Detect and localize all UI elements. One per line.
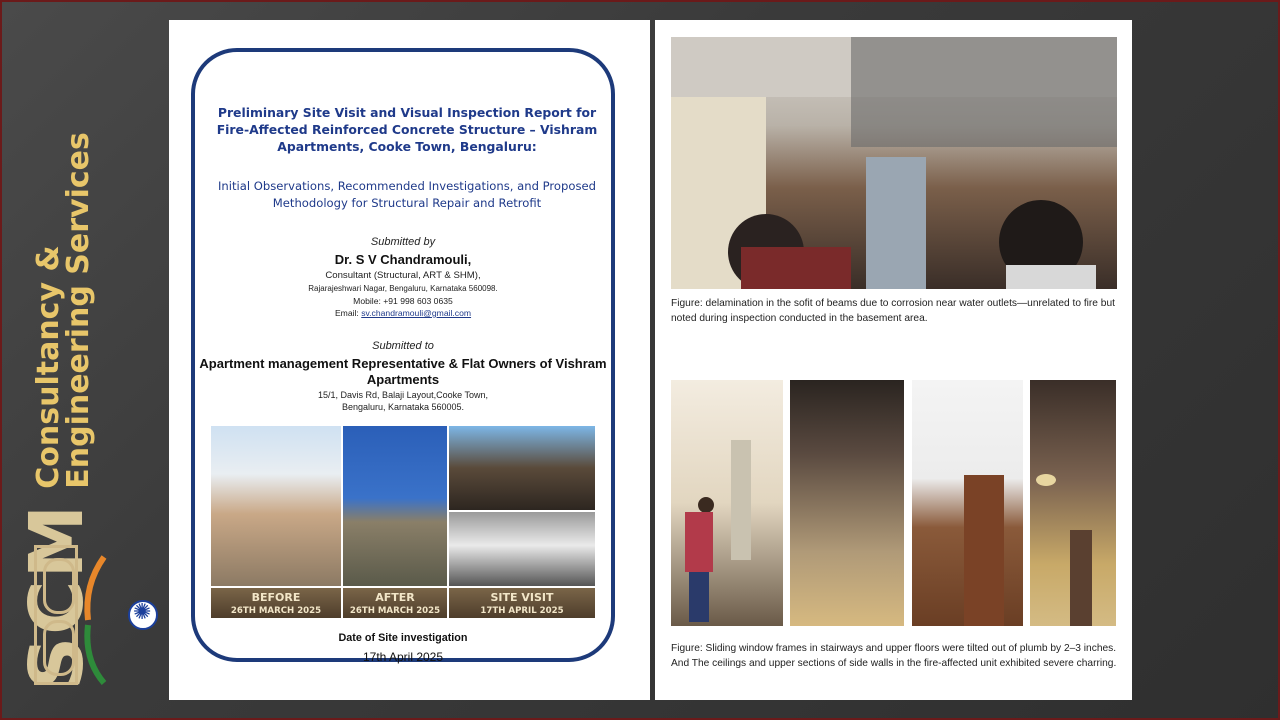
logo-emblem	[34, 545, 78, 685]
brand-line-1: Consultancy &	[31, 245, 66, 489]
figure-1-caption: Figure: delamination in the sofit of beams due to corrosion near water outlets—unrelated to fire but noted during inspection conducted in the basement area.	[671, 298, 1115, 324]
figure-2d-illustration	[1030, 380, 1116, 626]
figure-2a-illustration	[671, 380, 783, 626]
charred-corridor-photo	[790, 380, 904, 626]
submitted-to-label: Submitted to	[372, 340, 434, 352]
figure-beam-delamination-photo	[671, 37, 1117, 289]
cover-photo-strip	[211, 426, 595, 618]
author-mobile: Mobile: +91 998 603 0635	[353, 296, 453, 306]
report-title: Preliminary Site Visit and Visual Inspection Report for Fire-Affected Reinforced Concrete Structure – Vishram Apartments, Cooke Town, Bengaluru:	[216, 105, 598, 154]
report-subtitle: Initial Observations, Recommended Investigations, and Proposed Methodology for Structural Repair and Retrofit	[217, 179, 597, 210]
author-name: Dr. S V Chandramouli,	[334, 252, 472, 267]
author-email-link[interactable]: sv.chandramouli@gmail.com	[361, 308, 472, 318]
brand-strip	[0, 0, 165, 720]
figure-2-caption: Figure: Sliding window frames in stairways and upper floors were tilted out of plumb by 2–3 inches. And The ceilings and upper sections of side walls in the fire-affected unit exhibited severe charring.	[671, 643, 1117, 669]
recipient-address-2: Bengaluru, Karnataka 560005.	[341, 402, 465, 412]
brand-name: SCM	[14, 502, 100, 690]
after-photo	[343, 426, 447, 586]
report-figures-page	[655, 20, 1132, 700]
company-logo	[34, 545, 104, 685]
author-email-line	[195, 308, 611, 318]
figure-1-illustration	[671, 37, 1117, 289]
email-label: Email:	[334, 308, 359, 318]
cover-frame	[191, 48, 615, 662]
after-label-date: 26TH MARCH 2025	[349, 606, 441, 616]
recipient-address-1: 15/1, Davis Rd, Balaji Layout,Cooke Town,	[318, 390, 488, 400]
after-label	[343, 588, 447, 618]
report-cover-page	[169, 20, 650, 700]
author-role: Consultant (Structural, ART & SHM),	[325, 270, 481, 281]
site-visit-label-date: 17TH APRIL 2025	[480, 606, 564, 616]
flag-ribbon-icon	[80, 555, 110, 685]
before-label	[211, 588, 341, 618]
investigation-date-heading: Date of Site investigation	[338, 632, 468, 644]
chakra-wheel-icon	[128, 600, 158, 630]
before-label-date: 26TH MARCH 2025	[230, 606, 322, 616]
door-wall-photo	[912, 380, 1023, 626]
after-label-title: AFTER	[375, 591, 415, 604]
submitted-by-label: Submitted by	[370, 236, 436, 248]
before-photo	[211, 426, 341, 586]
figure-2c-illustration	[912, 380, 1023, 626]
recipient-name: Apartment management Representative & Flat Owners of Vishram Apartments	[199, 356, 607, 387]
stairway-window-photo	[671, 380, 783, 626]
before-label-title: BEFORE	[251, 591, 301, 604]
site-visit-photo-2	[449, 512, 595, 586]
author-address: Rajarajeshwari Nagar, Bengaluru, Karnataka 560098.	[308, 284, 498, 293]
investigation-date-value: 17th April 2025	[362, 650, 444, 664]
site-visit-photo-1	[449, 426, 595, 510]
charred-ceiling-photo	[1030, 380, 1116, 626]
brand-tagline	[31, 132, 96, 489]
brand-line-2: Engineering Services	[61, 132, 96, 489]
site-visit-label	[449, 588, 595, 618]
site-visit-label-title: SITE VISIT	[490, 591, 554, 604]
